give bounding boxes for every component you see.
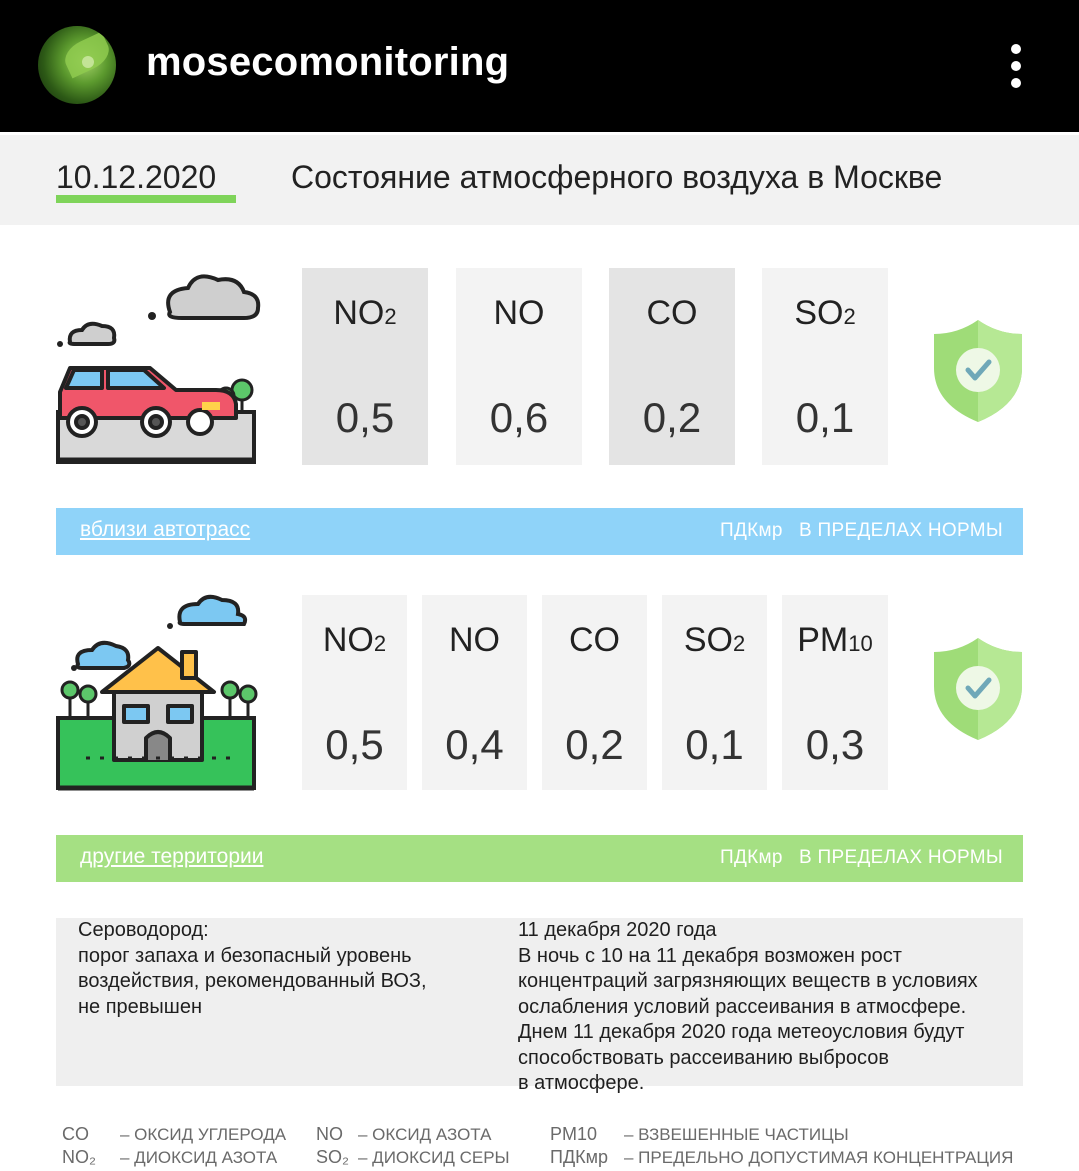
pollutant-value: 0,1	[795, 394, 855, 441]
roads-status-bar	[56, 508, 1023, 555]
roads-link[interactable]: вблизи автотрасс	[80, 518, 251, 541]
legend-item	[550, 1124, 849, 1145]
pollutant-tile	[782, 595, 888, 790]
legend-desc: – ДИОКСИД АЗОТА	[120, 1148, 278, 1167]
pollutant-name: NO	[449, 621, 500, 659]
status-text: В ПРЕДЕЛАХ НОРМЫ	[799, 847, 1003, 868]
hydrogen-sulfide-note	[78, 918, 488, 1020]
legend-key: CO	[62, 1124, 89, 1144]
shield-check-icon	[930, 316, 1026, 426]
pollutant-value: 0,2	[565, 721, 624, 768]
pdk-label: ПДКмр	[720, 520, 783, 541]
legend-key: ПДКмр	[550, 1147, 608, 1167]
note-line: Днем 11 декабря 2020 года метеоусловия будут	[518, 1021, 965, 1043]
legend-desc: – ОКСИД АЗОТА	[358, 1125, 492, 1144]
pollutant-name: PM10	[797, 621, 873, 659]
legend-item	[62, 1147, 278, 1168]
report-title: Состояние атмосферного воздуха в Москве	[291, 159, 943, 195]
pollutant-value: 0,2	[642, 394, 702, 441]
note-line: Сероводород:	[78, 919, 209, 941]
pollutant-value: 0,3	[805, 721, 865, 768]
pollutant-tile	[302, 268, 428, 465]
legend-desc: – ОКСИД УГЛЕРОДА	[120, 1125, 287, 1144]
more-vertical-icon[interactable]	[996, 40, 1036, 92]
username-link[interactable]: mosecomonitoring	[146, 40, 510, 84]
pollutant-tile	[422, 595, 527, 790]
app-header	[0, 0, 1079, 132]
legend-item	[316, 1124, 492, 1145]
status-text: В ПРЕДЕЛАХ НОРМЫ	[799, 520, 1003, 541]
pollutant-name: CO	[569, 621, 620, 659]
legend-item	[316, 1147, 510, 1168]
forecast-note	[518, 918, 1058, 1097]
legend-item	[550, 1147, 1014, 1168]
pollutant-name: NO	[493, 294, 545, 332]
legend-desc: – ПРЕДЕЛЬНО ДОПУСТИМАЯ КОНЦЕНТРАЦИЯ	[624, 1148, 1014, 1167]
pollutant-value: 0,1	[685, 721, 744, 768]
note-line: порог запаха и безопасный уровень	[78, 944, 412, 967]
pollutant-value: 0,6	[489, 394, 549, 441]
pollutant-value: 0,4	[445, 721, 504, 768]
pdk-label: ПДКмр	[720, 847, 783, 868]
legend-item	[62, 1124, 287, 1145]
date-underline	[56, 195, 236, 203]
house-icon	[52, 590, 262, 800]
pollutant-tile	[609, 268, 735, 465]
report-title-bar	[0, 135, 1079, 225]
legend-key: NO₂	[62, 1147, 96, 1167]
pollutant-name: SO2	[683, 621, 746, 659]
note-line: не превышен	[78, 995, 203, 1018]
water-drop-shape	[82, 56, 94, 68]
note-line: воздействия, рекомендованный ВОЗ,	[78, 970, 427, 992]
note-line: в атмосфере.	[518, 1072, 645, 1094]
report-date: 10.12.2020	[56, 159, 217, 195]
note-line: способствовать рассеиванию выбросов	[518, 1046, 889, 1069]
pollutant-value: 0,5	[335, 394, 395, 441]
info-panel	[56, 918, 1023, 1094]
pollutant-name: NO2	[322, 621, 387, 659]
legend-key: PM10	[550, 1124, 598, 1144]
legend-key: SO₂	[316, 1147, 349, 1167]
pollutant-name: SO2	[794, 294, 856, 332]
pollutant-value: 0,5	[325, 721, 384, 768]
leaf-avatar-icon[interactable]	[38, 26, 116, 104]
pollutant-tile	[456, 268, 582, 465]
car-road-icon	[52, 262, 262, 472]
legend-desc: – ДИОКСИД СЕРЫ	[358, 1148, 510, 1167]
pollutant-tile	[302, 595, 407, 790]
pollutant-name: NO2	[333, 294, 397, 332]
note-line: В ночь с 10 на 11 декабря возможен рост	[518, 944, 902, 967]
pollutant-tile	[542, 595, 647, 790]
legend-desc: – ВЗВЕШЕННЫЕ ЧАСТИЦЫ	[624, 1125, 849, 1144]
note-line: ослабления условий рассеивания в атмосфере.	[518, 995, 967, 1018]
territories-link[interactable]: другие территории	[80, 845, 264, 868]
legend-key: NO	[316, 1124, 343, 1144]
territories-status-bar	[56, 835, 1023, 882]
pollutant-tile	[762, 268, 888, 465]
pollutant-name: CO	[646, 294, 698, 332]
leaf-shape	[60, 32, 114, 79]
pollutant-tile	[662, 595, 767, 790]
note-line: 11 декабря 2020 года	[518, 919, 717, 941]
note-line: концентраций загрязняющих веществ в условиях	[518, 970, 978, 992]
shield-check-icon	[930, 634, 1026, 744]
